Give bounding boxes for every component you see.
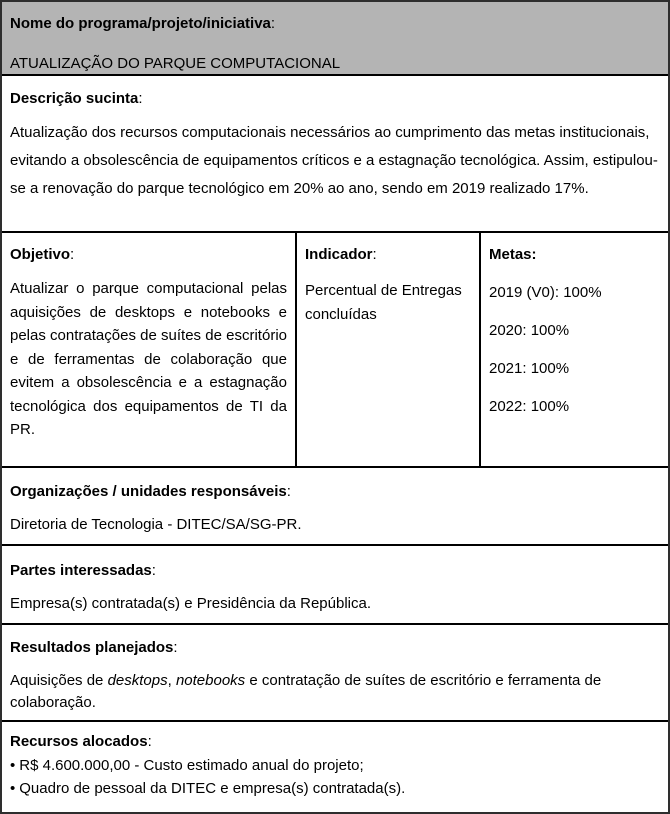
recursos-item-custo: • R$ 4.600.000,00 - Custo estimado anual do projeto; <box>10 754 660 777</box>
resultados-label <box>10 638 660 658</box>
partes-label-text: Partes interessadas <box>10 562 152 579</box>
partes-label <box>10 561 660 581</box>
objetivo-label <box>10 245 287 265</box>
recursos-label-colon: : <box>147 733 152 750</box>
section-descricao-sucinta <box>2 76 668 233</box>
recursos-label-text: Recursos alocados <box>10 733 148 750</box>
organizacoes-label-colon: : <box>286 483 291 500</box>
indicador-label <box>305 245 471 265</box>
descricao-text: Atualização dos recursos computacionais necessários ao cumprimento das metas institucionais, evitando a obsolescência de equipamentos críticos e a estagnação tecnológica. Assim, estipulou-se a renovação do parque tecnológico em 20% ao ano, sendo em 2019 realizado 17%. <box>10 124 658 197</box>
section-partes-interessadas <box>2 546 668 625</box>
partes-text: Empresa(s) contratada(s) e Presidência da República. <box>10 595 372 612</box>
recursos-list <box>10 754 660 800</box>
resultados-label-text: Resultados planejados <box>10 639 174 656</box>
meta-item-2022: 2022: 100% <box>489 398 570 415</box>
resultados-text-post: e contratação de suítes de escritório e ferramenta de colaboração. <box>10 672 602 711</box>
section-organizacoes <box>2 468 668 546</box>
descricao-label <box>10 89 660 109</box>
metas-cell <box>481 233 668 466</box>
section-recursos-alocados <box>2 722 668 812</box>
program-name-label <box>10 14 660 34</box>
descricao-label-text: Descrição sucinta <box>10 90 139 107</box>
recursos-label <box>10 732 660 752</box>
section-resultados-planejados <box>2 625 668 722</box>
indicador-text: Percentual de Entregas concluídas <box>305 282 462 323</box>
partes-label-colon: : <box>151 562 156 579</box>
resultados-text-pre: Aquisições de <box>10 672 108 689</box>
meta-item-2019: 2019 (V0): 100% <box>489 284 602 301</box>
resultados-italic-desktops: desktops <box>107 672 168 689</box>
program-name-label-text: Nome do programa/projeto/iniciativa <box>10 15 271 32</box>
organizacoes-label <box>10 482 660 502</box>
meta-item-2021: 2021: 100% <box>489 360 570 377</box>
indicador-label-colon: : <box>372 246 377 263</box>
organizacoes-label-text: Organizações / unidades responsáveis <box>10 483 287 500</box>
objetivo-label-text: Objetivo <box>10 246 71 263</box>
meta-item-2020: 2020: 100% <box>489 322 570 339</box>
resultados-text-sep: , <box>167 672 176 689</box>
program-name-label-colon: : <box>270 15 276 32</box>
descricao-label-colon: : <box>138 90 143 107</box>
indicador-cell <box>297 233 481 466</box>
objetivo-cell <box>2 233 297 466</box>
indicador-label-text: Indicador <box>305 246 373 263</box>
resultados-label-colon: : <box>173 639 178 656</box>
section-program-name <box>2 2 668 76</box>
organizacoes-text: Diretoria de Tecnologia - DITEC/SA/SG-PR. <box>10 516 302 533</box>
resultados-text <box>10 670 660 714</box>
metas-label: Metas: <box>489 246 537 263</box>
recursos-item-quadro: • Quadro de pessoal da DITEC e empresa(s) contratada(s). <box>10 777 660 800</box>
objetivo-text: Atualizar o parque computacional pelas aquisições de desktops e notebooks e pelas contratações de suítes de escritório e de ferramentas de colaboração que evitem a obsolescência e a estagnação tecnológica dos equipamentos de TI da PR. <box>10 280 287 438</box>
resultados-italic-notebooks: notebooks <box>175 672 246 689</box>
objetivo-label-colon: : <box>70 246 75 263</box>
program-name-value: ATUALIZAÇÃO DO PARQUE COMPUTACIONAL <box>10 55 341 72</box>
section-objetivo-indicador-metas <box>2 233 668 468</box>
